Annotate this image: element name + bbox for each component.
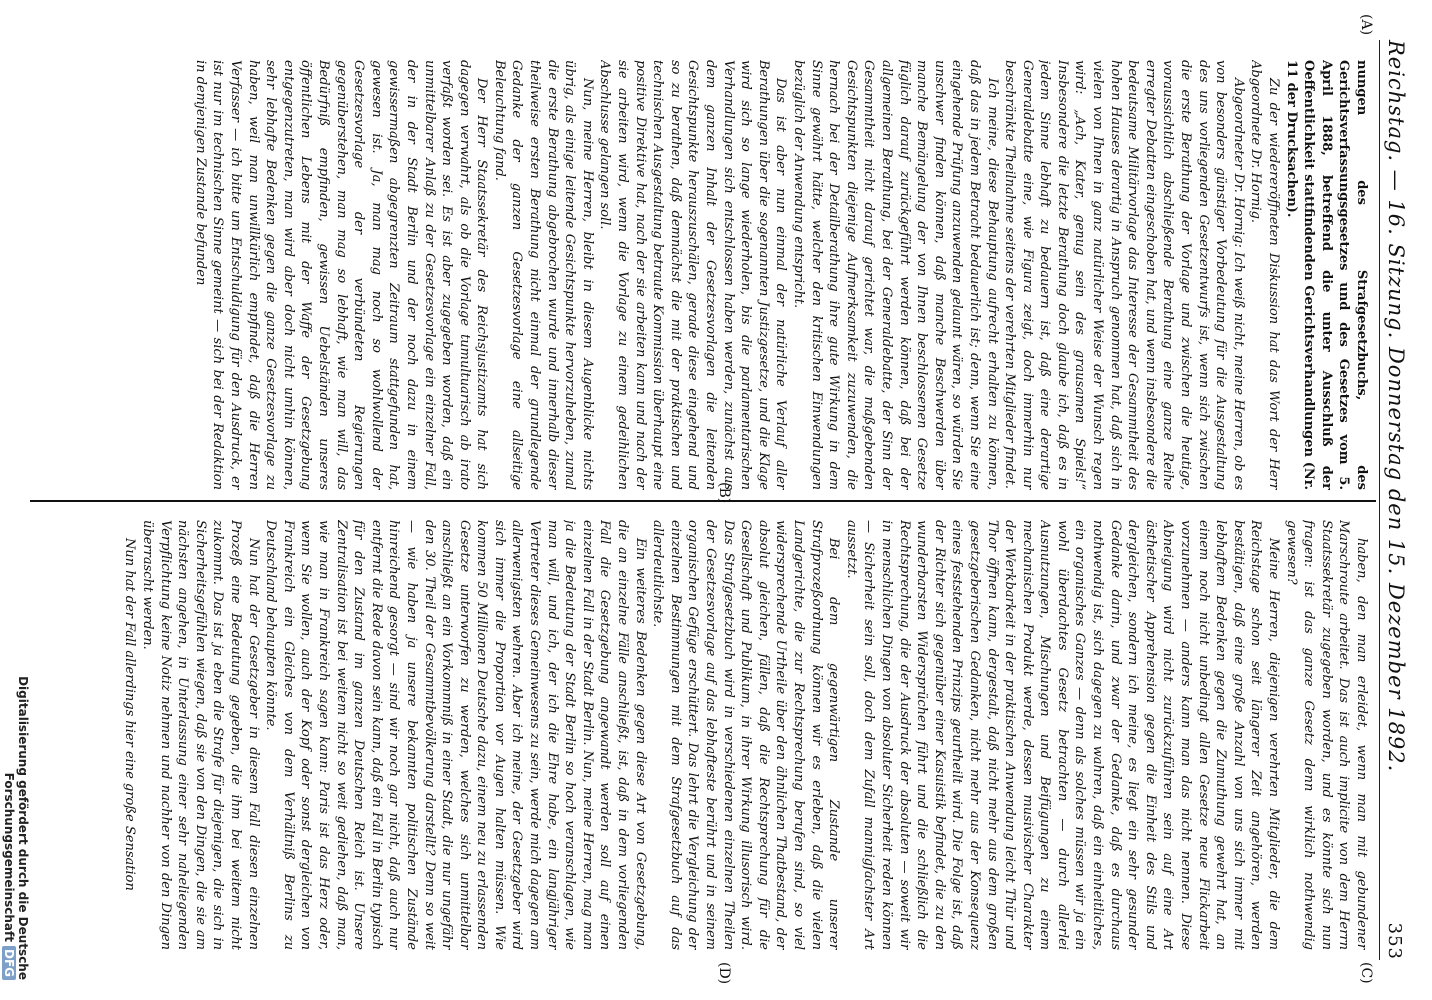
margin-marker-b: (B): [716, 482, 732, 504]
page-header: [1384, 40, 1414, 960]
paragraph: Abgeordneter Dr. Hornig: Ich weiß nicht, meine Herren, ob es von besonders günstiger Vorbedeutung für die Ausgestaltung des uns vorliegenden Gesetzentwurfs ist, wenn sich zwischen die erste Berathung der Vorlage und zwischen die heutige, voraussichtlich abschließende Berathung eine ganze Reihe erregter Debatten eingeschoben hat, und wenn insbesondere die bedeutsame Militärvorlage das Interesse der Gesammtheit des hohen Hauses derartig in Anspruch genommen hat, daß sich in vielen von Ihnen in ganz natürlicher Weise der Wunsch regen wird: „Ach, Kater, genug sein des grausamen Spiels!“ Insbesondere die letzte Berathung doch glaube ich, daß es in jedem Sinne lebhaft zu bedauern ist, daß eine derartige Generaldebatte eine, wie Figura zeigt, doch immerhin nur beschränkte Theilnahme seitens der verehrten Mitglieder findet.: [1002, 60, 1246, 490]
right-column: [40, 520, 1370, 950]
paragraph: Bei dem gegenwärtigen Zustande unserer Strafprozeßordnung können wir es erleben, daß die vielen Landgerichte, die zur Rechtsprechung berufen sind, so viel widersprechende Urtheile über den ähnlichen Thatbestand, der absolut gleichen, fällen, daß die Rechtsprechung für die Gesellschaft und Publikum, in ihrer Wirkung illusorisch wird. Das Strafgesetzbuch wird in verschiedenen einzelnen Theilen der Gesetzesvorlage auf das lebhafteste berührt und in seinem organischen Gefüge erschüttert. Das lehrt die Vergleichung der einzelnen Bestimmungen mit dem Strafgesetzbuch auf das allerdeutlichste.: [650, 520, 842, 950]
paragraph: Ein weiteres Bedenken gegen diese Art von Gesetzgebung, die an einzelne Fälle anschließt, ist, daß in dem vorliegenden Fall die Gesetzgebung angewandt werden soll auf einen einzelnen Fall in der Stadt Berlin. Nun, meine Herren, mag man ja die Bedeutung der Stadt Berlin so hoch veranschlagen, wie man will, und ich, der ich die Ehre habe, ein langjähriger Vertreter dieses Gemeinwesens zu sein, werde mich dagegen am allerwenigsten wehren. Aber ich meine, der Gesetzgeber wird sich immer die Proportion vor Augen halten müssen. Wie kommen 50 Millionen Deutsche dazu, einem neu zu erlassenden Gesetze unterworfen zu werden, welches sich unmittelbar anschließt an ein Vorkommniß in einer Stadt, die nur ungefähr den 30. Theil der Gesammtbevölkerung darstellt? Denn so weit — wie haben ja unsere bekannten politischen Zustände hinreichend gesorgt — sind wir noch gar nicht, daß auch nur entfernt die Rede davon sein kann, daß ein Fall in Berlin typisch für den Zustand im ganzen Deutschen Reich ist. Unsere Zentralisation ist bei weitem nicht so weit gediehen, daß man, wie man in Frankreich sagen kann: Paris ist das Herz oder, wenn Sie wollen, auch der Kopf oder sonst dergleichen von Frankreich ein Gleiches von dem Verhältniß Berlins zu Deutschland behaupten könnte.: [263, 520, 648, 950]
digitization-note: [2, 540, 30, 980]
column-divider: [30, 500, 1376, 502]
paragraph: haben, den man erleidet, wenn man mit gebundener Marschroute arbeitet. Das ist auch implicite von dem Herrn Staatssekretär zugegeben worden, und es könnte sich nun fragen: ist das ganze Gesetz denn wirklich nothwendig gewesen?: [1283, 520, 1369, 950]
paragraph: Das ist aber nun einmal der natürliche Verlauf aller Berathungen über die sogenannten Justizgesetze, und die Klage wird sich so lange wiederholen, bis die parlamentarischen Verhandlungen sich entschlossen haben werden, zunächst aus dem ganzen Inhalt der Gesetzesvorlagen die leitenden Gesichtspunkte herauszuschälen, gerade diese eingehend und so zu berathen, daß demnächst die mit der praktischen und technischen Ausgestaltung betraute Kommission überhaupt eine positive Direktive hat, nach der sie arbeiten kann und nach der sie arbeiten wird, wenn die Vorlage zu einem gedeihlichen Abschlusse gelangen soll.: [597, 60, 789, 490]
paragraph: Meine Herren, diejenigen verehrten Mitglieder, die dem Reichstage schon seit längerer Zeit angehören, werden bestätigen, daß eine große Anzahl von uns sich immer mit lebhaftem Bedenken gegen die Zumuthung gewehrt hat, an einem noch nicht unbedingt allen Gesetze neue Flickarbeit vorzunehmen — anders kann man das nicht nennen. Diese Abneigung wird nicht zurückzuführen sein auf eine Art ästhetischer Apprehension gegen die Einheit des Stils und dergleichen, sondern ich meine, es liegt ein sehr gesunder Gedanke darin, und zwar der Gedanke, daß es durchaus nothwendig ist, sich dagegen zu wahren, daß ein einheitliches, ein organisches Ganzes — denn als solches müssen wir ja ein wohl überdachtes Gesetz betrachten — durch allerlei Ausnutzungen, Mischungen und Beifügungen zu einem mechanischen Produkt werde, dessen musivischer Charakter der Werkbarkeit in der praktischen Anwendung leicht Thür und Thor öffnen kann, dergestalt, daß nicht mehr aus dem großen gesetzgeberischen Gedanken, nicht mehr aus der Konsequenz eines feststehenden Prinzips geurtheilt wird. Die Folge ist, daß der Richter sich gegenüber einer Kasuistik befindet, die zu den wunderbarsten Widersprüchen führt und die schließlich die Rechtsprechung, die der Ausdruck der absoluten — soweit wir in menschlichen Dingen von absoluter Sicherheit reden können — Sicherheit sein soll, doch dem Zufall mannigfachster Art aussetzt.: [843, 520, 1282, 950]
paragraph: Der Herr Staatssekretär des Reichsjustizamts hat sich dagegen verwahrt, als ob die Vorlage tumultuarisch ab irato verfaßt worden sei. Es ist aber zugegeben worden, daß ein unmittelbarer Anlaß zu der Gesetzesvorlage ein einzelner Fall, der in der Stadt Berlin und der noch dazu in einem gewissermaßen abgegrenzten Zeitraum stattgefunden hat, gewesen ist. Ja, man mag noch so wohlwollend der Gesetzesvorlage der verbündeten Regierungen gegenüberstehen, man mag so lebhaft, wie man will, das Bedürfniß empfinden, gewissen Uebelständen unseres öffentlichen Lebens mit der Waffe der Gesetzgebung entgegenzutreten, man wird aber doch nicht umhin können, sehr lebhafte Bedenken gegen die ganze Gesetzesvorlage zu haben, weil man unwillkürlich empfindet, daß die Herren Verfasser — ich bitte um Entschuldigung für den Ausdruck, er ist nur im technischen Sinne gemeint — sich bei der Redaktion in demjenigen Zustande befunden: [192, 60, 490, 490]
digitization-text: Digitalisierung gefördert durch die Deutsche Forschungsgemeinschaft: [2, 676, 30, 980]
margin-marker-a: (A): [1358, 14, 1374, 36]
intro-paragraph: Zu der wiedereröffneten Diskussion hat das Wort der Herr Abgeordnete Dr. Hornig.: [1248, 60, 1282, 490]
paragraph: Ich meine, diese Behauptung aufrecht erhalten zu können, daß das in jedem Betracht bedauerlich ist; denn, wenn Sie eine eingehende Prüfung anzuwenden gelaunt wären, so würden Sie unschwer finden können, daß manche Beschwerden über manche Bemängelung der von Ihnen beschlossenen Gesetze füglich darauf zurückgeführt werden können, daß bei der allgemeinen Berathung, bei der Generaldebatte, der Sinn der Gesammtheit nicht darauf gerichtet war, die maßgebenden Gesichtspunkten diejenige Aufmerksamkeit zuzuwenden, die hernach bei der Detailberathung ihre gute Wirkung in dem Sinne gewährt hätte, welcher den kritischen Einwendungen bezüglich der Anwendung entspricht.: [791, 60, 1000, 490]
paragraph: Nun hat der Fall allerdings hier eine große Sensation: [122, 538, 138, 891]
header-text: Reichstag. — 16. Sitzung. Donnerstag den 15. Dezember 1892.: [1384, 40, 1408, 773]
margin-marker-c: (C): [1358, 962, 1374, 984]
left-column: [40, 60, 1370, 490]
margin-marker-d: (D): [716, 962, 732, 985]
paragraph: Nun hat der Gesetzgeber in diesem Fall diesen einzelnen Prozeß eine Bedeutung gegeben, die ihm bei weitem nicht zukommt. Das ist ja eben die Strafe für diejenigen, die sich in Sicherheitsgefühlen wiegen, daß sie von den Dingen, die sie am nächsten angehen, in Unterlassung einer sehr naheliegenden Verpflichtung keine Notiz nehmen und nachher von den Dingen überrascht werden.: [140, 520, 261, 950]
paragraph: Nun, meine Herren, bleibt in diesem Augenblicke nichts übrig, als einige leitende Gesichtspunkte hervorzuheben, zumal die erste Berathung abgebrochen wurde und innerhalb dieser theilweise ersten Berathung nicht einmal der grundlegende Gedanke der ganzen Gesetzesvorlage eine allseitige Beleuchtung fand.: [491, 60, 595, 490]
header-rule: [1379, 40, 1380, 960]
agenda-title: nungen des Strafgesetzbuchs, des Gerichtsverfassungsgesetzes und des Gesetzes vom 5. April 1888, betreffend die unter Ausschluß der Oeffentlichkeit stattfindenden Gerichtsverhandlungen (Nr. 11 der Drucksachen).: [1283, 60, 1369, 490]
page-number: 353: [1384, 922, 1405, 960]
dfg-logo: DFG: [2, 946, 16, 980]
